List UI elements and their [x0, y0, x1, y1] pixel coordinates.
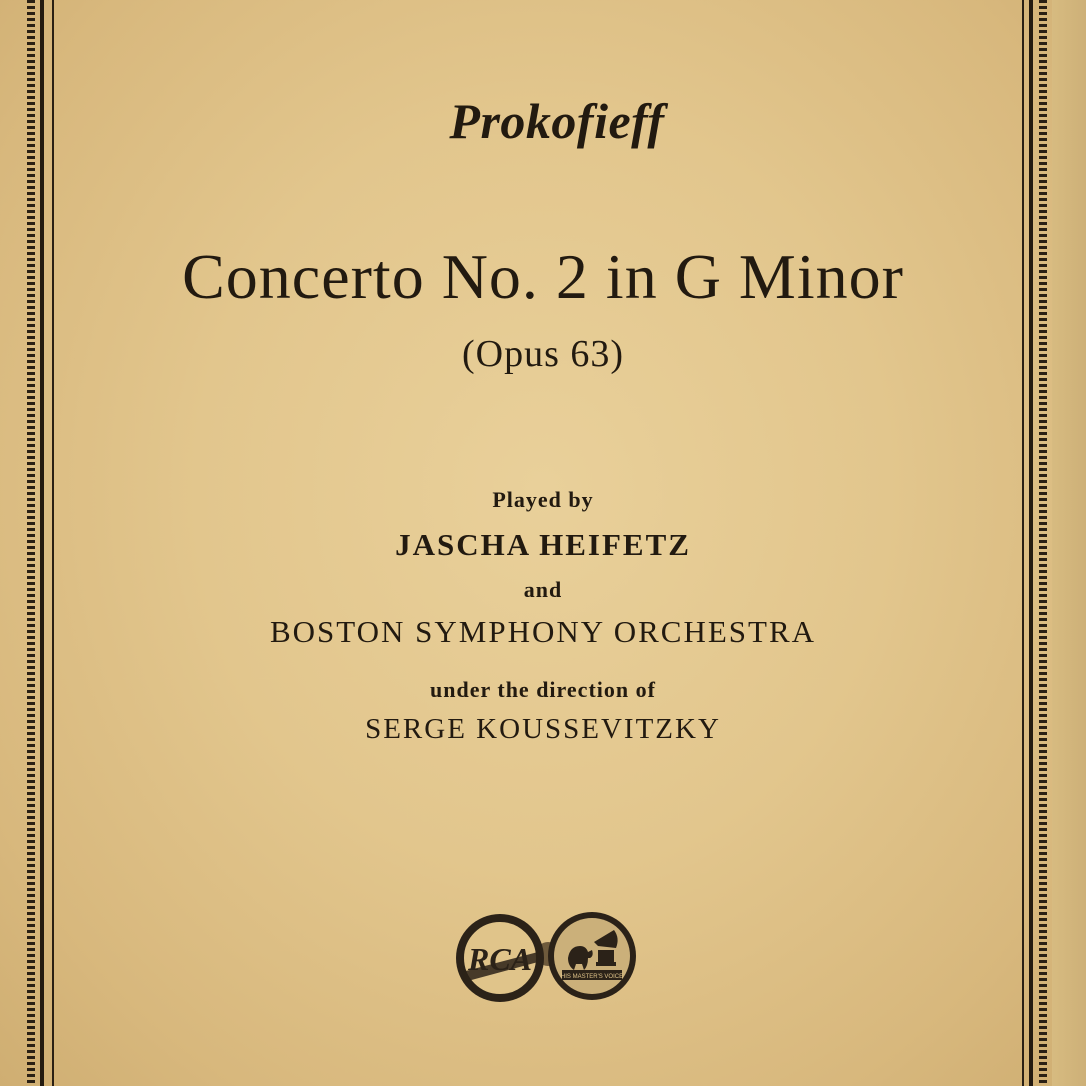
composer-name: Prokofieff	[449, 93, 665, 149]
opus-number: (Opus 63)	[461, 333, 625, 375]
and-label: and	[523, 577, 563, 602]
hmv-logo-text: HIS MASTER'S VOICE	[560, 974, 624, 980]
conductor-name: SERGE KOUSSEVITZKY	[365, 713, 721, 745]
rca-logo-text: RCA	[467, 941, 533, 977]
work-title: Concerto No. 2 in G Minor	[182, 241, 904, 312]
orchestra-name: BOSTON SYMPHONY ORCHESTRA	[269, 614, 817, 649]
rca-his-masters-voice-logo-icon	[452, 912, 642, 1004]
played-by-label: Played by	[492, 487, 594, 512]
direction-label: under the direction of	[430, 677, 656, 702]
soloist-name: JASCHA HEIFETZ	[395, 527, 691, 562]
